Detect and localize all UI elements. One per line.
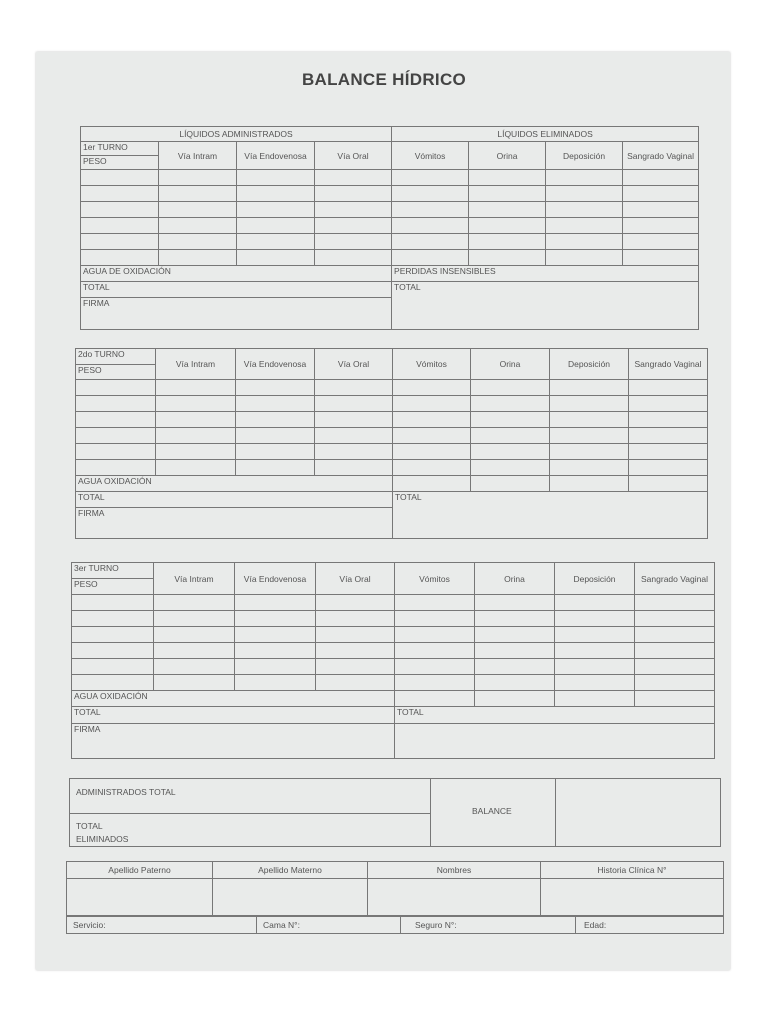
col-via-oral: Vía Oral xyxy=(316,563,395,595)
entry-cell[interactable] xyxy=(469,218,546,234)
entry-cell[interactable] xyxy=(546,250,623,266)
apellido-materno-field[interactable] xyxy=(213,879,368,916)
entry-cell[interactable] xyxy=(237,202,315,218)
entry-cell[interactable] xyxy=(235,595,316,611)
table-row xyxy=(76,396,708,412)
entry-cell[interactable] xyxy=(471,428,550,444)
col-via-endovenosa: Vía Endovenosa xyxy=(236,349,315,380)
shift-name: 1er TURNO xyxy=(81,142,159,156)
entry-cell[interactable] xyxy=(81,218,159,234)
entry-cell[interactable] xyxy=(154,595,235,611)
col-sangrado-vaginal: Sangrado Vaginal xyxy=(629,349,708,380)
entry-cell[interactable] xyxy=(159,218,237,234)
entry-cell[interactable] xyxy=(154,675,235,691)
entry-cell[interactable] xyxy=(81,234,159,250)
table-row xyxy=(72,643,715,659)
entry-cell[interactable] xyxy=(76,380,156,396)
table-row xyxy=(76,460,708,476)
entry-cell[interactable] xyxy=(623,170,699,186)
apellido-paterno-field[interactable] xyxy=(67,879,213,916)
table-row xyxy=(76,412,708,428)
entry-cell[interactable] xyxy=(475,611,555,627)
entry-cell[interactable] xyxy=(546,234,623,250)
entry-cell[interactable] xyxy=(635,691,715,707)
entry-cell[interactable] xyxy=(237,186,315,202)
entry-cell[interactable] xyxy=(81,202,159,218)
entry-cell[interactable] xyxy=(76,428,156,444)
entry-cell[interactable] xyxy=(469,186,546,202)
entry-cell[interactable] xyxy=(393,476,471,492)
oxidation-water-field[interactable]: AGUA OXIDACIÓN xyxy=(72,691,395,707)
historia-clinica-label: Historia Clínica N° xyxy=(541,862,724,879)
col-sangrado-vaginal: Sangrado Vaginal xyxy=(635,563,715,595)
entry-cell[interactable] xyxy=(156,412,236,428)
entry-cell[interactable] xyxy=(236,428,315,444)
entry-cell[interactable] xyxy=(475,691,555,707)
entry-cell[interactable] xyxy=(555,675,635,691)
eliminated-total-field[interactable]: TOTAL xyxy=(393,492,708,539)
entry-cell[interactable] xyxy=(546,202,623,218)
entry-cell[interactable] xyxy=(550,380,629,396)
entry-cell[interactable] xyxy=(555,691,635,707)
entry-cell[interactable] xyxy=(635,627,715,643)
entry-cell[interactable] xyxy=(316,675,395,691)
shift-name: 2do TURNO xyxy=(76,349,156,365)
administered-total-field[interactable]: TOTAL xyxy=(72,707,395,724)
entry-cell[interactable] xyxy=(235,627,316,643)
entry-cell[interactable] xyxy=(159,250,237,266)
table-row xyxy=(72,627,715,643)
col-via-endovenosa: Vía Endovenosa xyxy=(237,142,315,170)
table-row xyxy=(76,444,708,460)
col-via-oral: Vía Oral xyxy=(315,349,393,380)
insensible-loss-field[interactable]: PERDIDAS INSENSIBLES xyxy=(392,266,699,282)
entry-cell[interactable] xyxy=(392,202,469,218)
col-orina: Orina xyxy=(475,563,555,595)
eliminated-total-field[interactable]: TOTAL xyxy=(395,707,715,724)
entry-cell[interactable] xyxy=(393,428,471,444)
entry-cell[interactable] xyxy=(159,202,237,218)
table-row xyxy=(81,250,699,266)
entry-cell[interactable] xyxy=(81,186,159,202)
entry-cell[interactable] xyxy=(635,611,715,627)
balance-result-field[interactable] xyxy=(557,780,719,846)
entry-cell[interactable] xyxy=(236,460,315,476)
table-row xyxy=(76,428,708,444)
servicio-field[interactable]: Servicio: xyxy=(67,917,257,934)
shift-name: 3er TURNO xyxy=(72,563,154,579)
col-vomitos: Vómitos xyxy=(393,349,471,380)
edad-field[interactable]: Edad: xyxy=(576,917,724,934)
table-row xyxy=(76,380,708,396)
entry-cell[interactable] xyxy=(236,412,315,428)
entry-cell[interactable] xyxy=(72,675,154,691)
col-peso: PESO xyxy=(76,365,156,380)
entry-cell[interactable] xyxy=(555,643,635,659)
entry-cell[interactable] xyxy=(393,444,471,460)
table-row xyxy=(81,202,699,218)
entry-cell[interactable] xyxy=(395,643,475,659)
entry-cell[interactable] xyxy=(471,396,550,412)
entry-cell[interactable] xyxy=(469,250,546,266)
entry-cell[interactable] xyxy=(316,643,395,659)
entry-cell[interactable] xyxy=(154,659,235,675)
entry-cell[interactable] xyxy=(237,218,315,234)
entry-cell[interactable] xyxy=(76,444,156,460)
shift-1-table xyxy=(80,126,699,330)
entry-cell[interactable] xyxy=(623,202,699,218)
entry-cell[interactable] xyxy=(315,428,393,444)
entry-cell[interactable] xyxy=(159,186,237,202)
signature-field[interactable]: FIRMA xyxy=(72,724,395,759)
oxidation-water-field[interactable]: AGUA OXIDACIÓN xyxy=(76,476,393,492)
entry-cell[interactable] xyxy=(550,460,629,476)
entry-cell[interactable] xyxy=(392,218,469,234)
table-row xyxy=(72,675,715,691)
entry-cell[interactable] xyxy=(316,627,395,643)
entry-cell[interactable] xyxy=(316,595,395,611)
entry-cell[interactable] xyxy=(315,412,393,428)
table-row xyxy=(72,659,715,675)
col-vomitos: Vómitos xyxy=(392,142,469,170)
entry-cell[interactable] xyxy=(629,460,708,476)
table-row xyxy=(72,611,715,627)
entry-cell[interactable] xyxy=(236,396,315,412)
entry-cell[interactable] xyxy=(395,675,475,691)
entry-cell[interactable] xyxy=(629,476,708,492)
entry-cell[interactable] xyxy=(315,202,392,218)
entry-cell[interactable] xyxy=(393,412,471,428)
eliminated-total-field[interactable]: TOTAL xyxy=(392,282,699,330)
col-via-oral: Vía Oral xyxy=(315,142,392,170)
shift-3-table xyxy=(71,562,715,759)
entry-cell[interactable] xyxy=(623,234,699,250)
entry-cell[interactable] xyxy=(237,250,315,266)
entry-cell[interactable] xyxy=(629,396,708,412)
entry-cell[interactable] xyxy=(629,412,708,428)
entry-cell[interactable] xyxy=(72,659,154,675)
apellido-materno-label: Apellido Materno xyxy=(213,862,368,879)
oxidation-water-field[interactable]: AGUA DE OXIDACIÓN xyxy=(81,266,392,282)
entry-cell[interactable] xyxy=(623,186,699,202)
entry-cell[interactable] xyxy=(159,234,237,250)
entry-cell[interactable] xyxy=(154,627,235,643)
entry-cell[interactable] xyxy=(550,396,629,412)
entry-cell[interactable] xyxy=(635,659,715,675)
entry-cell[interactable] xyxy=(315,444,393,460)
entry-cell[interactable] xyxy=(395,659,475,675)
col-vomitos: Vómitos xyxy=(395,563,475,595)
table-row xyxy=(81,234,699,250)
entry-cell[interactable] xyxy=(550,412,629,428)
entry-cell[interactable] xyxy=(237,170,315,186)
table-row xyxy=(81,218,699,234)
entry-cell[interactable] xyxy=(315,234,392,250)
col-via-intram: Vía Intram xyxy=(154,563,235,595)
entry-cell[interactable] xyxy=(475,595,555,611)
entry-cell[interactable] xyxy=(72,595,154,611)
entry-cell[interactable] xyxy=(471,476,550,492)
entry-cell[interactable] xyxy=(236,444,315,460)
administered-total-field[interactable]: TOTAL xyxy=(81,282,392,298)
entry-cell[interactable] xyxy=(546,218,623,234)
entry-cell[interactable] xyxy=(392,234,469,250)
administered-total-label[interactable]: ADMINISTRADOS TOTAL xyxy=(76,787,176,797)
col-via-endovenosa: Vía Endovenosa xyxy=(235,563,316,595)
nombres-field[interactable] xyxy=(368,879,541,916)
entry-cell[interactable] xyxy=(72,627,154,643)
entry-cell[interactable] xyxy=(392,170,469,186)
entry-cell[interactable] xyxy=(469,234,546,250)
entry-cell[interactable] xyxy=(392,186,469,202)
historia-clinica-field[interactable] xyxy=(541,879,724,916)
entry-cell[interactable] xyxy=(156,460,236,476)
col-peso: PESO xyxy=(72,579,154,595)
entry-cell[interactable] xyxy=(315,396,393,412)
eliminated-total-label[interactable]: TOTAL ELIMINADOS xyxy=(76,821,129,844)
entry-cell[interactable] xyxy=(635,595,715,611)
entry-cell[interactable] xyxy=(237,234,315,250)
table-row xyxy=(81,170,699,186)
entry-cell[interactable] xyxy=(555,627,635,643)
col-orina: Orina xyxy=(471,349,550,380)
col-deposicion: Deposición xyxy=(546,142,623,170)
entry-cell[interactable] xyxy=(81,170,159,186)
entry-cell[interactable] xyxy=(235,675,316,691)
entry-cell[interactable] xyxy=(550,476,629,492)
col-peso: PESO xyxy=(81,156,159,170)
col-deposicion: Deposición xyxy=(550,349,629,380)
cama-field[interactable]: Cama N°: xyxy=(257,917,401,934)
entry-cell[interactable] xyxy=(72,611,154,627)
entry-cell[interactable] xyxy=(154,611,235,627)
entry-cell[interactable] xyxy=(395,611,475,627)
entry-cell[interactable] xyxy=(236,380,315,396)
col-deposicion: Deposición xyxy=(555,563,635,595)
entry-cell[interactable] xyxy=(635,643,715,659)
entry-cell[interactable] xyxy=(154,643,235,659)
entry-cell[interactable] xyxy=(235,659,316,675)
entry-cell[interactable] xyxy=(635,675,715,691)
entry-cell[interactable] xyxy=(393,380,471,396)
table-row xyxy=(72,595,715,611)
entry-cell[interactable] xyxy=(555,611,635,627)
seguro-field[interactable]: Seguro N°: xyxy=(401,917,576,934)
entry-cell[interactable] xyxy=(395,691,475,707)
shift-2-table xyxy=(75,348,708,539)
administered-total-field[interactable]: TOTAL xyxy=(76,492,393,508)
entry-cell[interactable] xyxy=(81,250,159,266)
entry-cell[interactable] xyxy=(316,659,395,675)
entry-cell[interactable] xyxy=(623,250,699,266)
table-row xyxy=(81,186,699,202)
entry-cell[interactable] xyxy=(235,611,316,627)
patient-info-row xyxy=(66,916,724,934)
signature-field[interactable]: FIRMA xyxy=(81,298,392,330)
entry-cell[interactable] xyxy=(76,460,156,476)
entry-cell[interactable] xyxy=(475,627,555,643)
entry-cell[interactable] xyxy=(156,396,236,412)
divider xyxy=(69,813,431,814)
balance-label: BALANCE xyxy=(472,806,512,816)
entry-cell[interactable] xyxy=(393,396,471,412)
entry-cell[interactable] xyxy=(395,595,475,611)
entry-cell[interactable] xyxy=(76,412,156,428)
entry-cell[interactable] xyxy=(629,380,708,396)
entry-cell[interactable] xyxy=(315,186,392,202)
administered-header: LÍQUIDOS ADMINISTRADOS xyxy=(81,127,392,142)
col-orina: Orina xyxy=(469,142,546,170)
col-sangrado-vaginal: Sangrado Vaginal xyxy=(623,142,699,170)
entry-cell[interactable] xyxy=(555,659,635,675)
entry-cell[interactable] xyxy=(393,460,471,476)
col-via-intram: Vía Intram xyxy=(159,142,237,170)
entry-cell[interactable] xyxy=(159,170,237,186)
entry-cell[interactable] xyxy=(76,396,156,412)
entry-cell[interactable] xyxy=(471,412,550,428)
nombres-label: Nombres xyxy=(368,862,541,879)
entry-cell[interactable] xyxy=(316,611,395,627)
col-via-intram: Vía Intram xyxy=(156,349,236,380)
entry-cell[interactable] xyxy=(156,444,236,460)
entry-cell[interactable] xyxy=(395,627,475,643)
entry-cell[interactable] xyxy=(315,218,392,234)
entry-cell[interactable] xyxy=(555,595,635,611)
entry-cell[interactable] xyxy=(629,444,708,460)
entry-cell[interactable] xyxy=(469,202,546,218)
eliminated-header: LÍQUIDOS ELIMINADOS xyxy=(392,127,699,142)
divider xyxy=(555,778,556,847)
entry-cell[interactable] xyxy=(550,428,629,444)
entry-cell[interactable] xyxy=(546,186,623,202)
entry-cell[interactable] xyxy=(315,460,393,476)
entry-cell[interactable] xyxy=(235,643,316,659)
entry-cell[interactable] xyxy=(471,380,550,396)
entry-cell[interactable] xyxy=(475,643,555,659)
entry-cell[interactable] xyxy=(550,444,629,460)
entry-cell[interactable] xyxy=(629,428,708,444)
entry-cell[interactable] xyxy=(392,250,469,266)
form-title: BALANCE HÍDRICO xyxy=(301,70,467,89)
entry-cell[interactable] xyxy=(315,250,392,266)
entry-cell[interactable] xyxy=(475,659,555,675)
entry-cell[interactable] xyxy=(315,170,392,186)
entry-cell[interactable] xyxy=(546,170,623,186)
entry-cell[interactable] xyxy=(623,218,699,234)
entry-cell[interactable] xyxy=(315,380,393,396)
entry-cell[interactable] xyxy=(156,380,236,396)
entry-cell[interactable] xyxy=(471,460,550,476)
entry-cell[interactable] xyxy=(72,643,154,659)
entry-cell[interactable] xyxy=(475,675,555,691)
entry-cell[interactable] xyxy=(395,724,715,759)
entry-cell[interactable] xyxy=(471,444,550,460)
entry-cell[interactable] xyxy=(156,428,236,444)
apellido-paterno-label: Apellido Paterno xyxy=(67,862,213,879)
patient-info-table xyxy=(66,861,724,916)
signature-field[interactable]: FIRMA xyxy=(76,508,393,539)
entry-cell[interactable] xyxy=(469,170,546,186)
